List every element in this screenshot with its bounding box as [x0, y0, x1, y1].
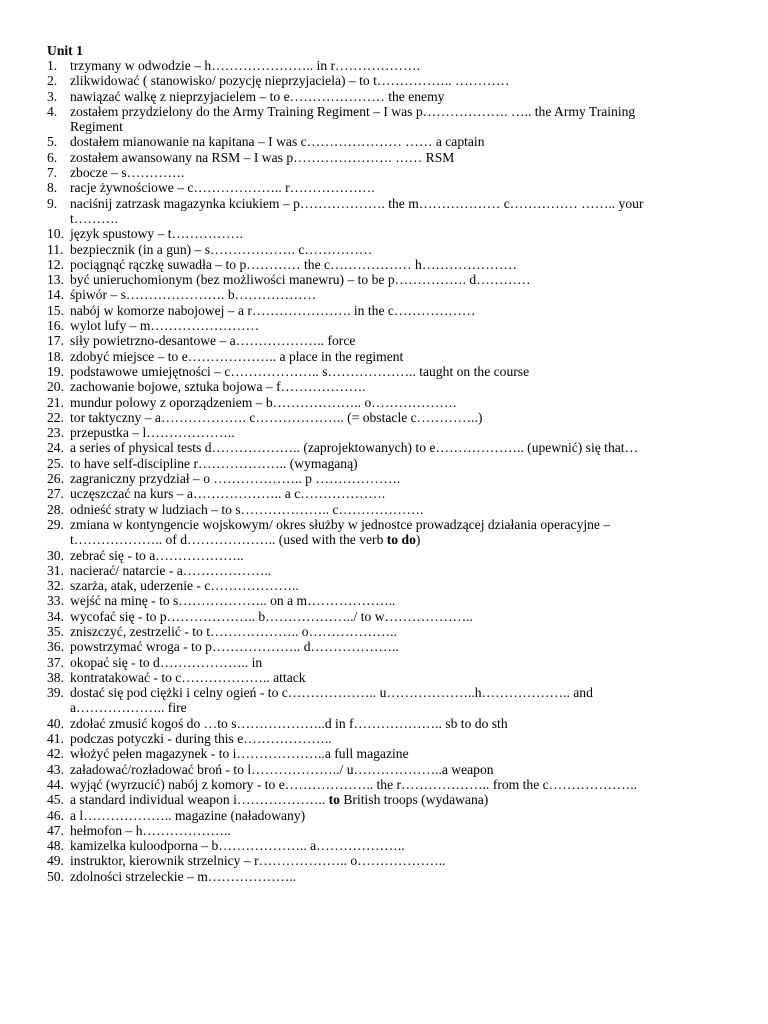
item-text: wycofać się - to p……………….. b………………../ to w………………..: [70, 608, 473, 624]
item-text: podstawowe umiejętności – c……………….. s……………….. taught on the course: [70, 363, 530, 379]
item-text: powstrzymać wroga - to p……………….. d………………..: [70, 639, 399, 655]
exercise-item: [0, 242, 690, 257]
item-text: zlikwidować ( stanowisko/ pozycję nieprzyjaciela) – to t…………….. …………: [70, 73, 510, 89]
item-number: 7.: [47, 165, 58, 181]
item-text: hełmofon – h………………..: [70, 822, 231, 838]
item-text: zostałem awansowany na RSM – I was p…………………. …… RSM: [70, 149, 455, 165]
item-number: 23.: [47, 425, 64, 441]
exercise-item: [0, 517, 690, 548]
item-number: 17.: [47, 333, 64, 349]
exercise-item: [0, 303, 690, 318]
item-text: kamizelka kuloodporna – b……………….. a………………..: [70, 838, 405, 854]
exercise-item: [0, 196, 690, 227]
item-number: 5.: [47, 134, 58, 150]
item-text: zostałem przydzielony do the Army Training Regiment – I was p………………. ….. the Army Training Regiment: [70, 103, 636, 135]
exercise-item: [0, 502, 690, 517]
item-text: a standard individual weapon i………………..: [70, 792, 329, 808]
item-number: 6.: [47, 149, 58, 165]
exercise-item: [0, 226, 690, 241]
item-bold-text: to: [328, 792, 340, 808]
item-text: wyjąć (wyrzucić) nabój z komory - to e……………….. the r……………….. from the c………………..: [70, 776, 638, 792]
exercise-item: [0, 746, 690, 761]
item-text: trzymany w odwodzie – h………………….. in r……………….: [70, 58, 420, 73]
exercise-item: [0, 379, 690, 394]
exercise-item: [0, 257, 690, 272]
item-text: zbocze – s………….: [70, 165, 185, 181]
item-number: 35.: [47, 623, 64, 639]
item-number: 43.: [47, 761, 64, 777]
exercise-item: [0, 731, 690, 746]
item-number: 33.: [47, 593, 64, 609]
item-number: 14.: [47, 287, 64, 303]
item-number: 24.: [47, 440, 64, 456]
item-text: bezpiecznik (in a gun) – s………………. c……………: [70, 241, 373, 257]
item-text: zdobyć miejsce – to e……………….. a place in the regiment: [70, 348, 404, 364]
item-text: śpiwór – s…………………. b………………: [70, 287, 317, 303]
exercise-item: [0, 639, 690, 654]
item-number: 13.: [47, 272, 64, 288]
item-number: 3.: [47, 88, 58, 104]
item-text: mundur polowy z oporządzeniem – b……………….. o……………….: [70, 394, 457, 410]
exercise-item: [0, 853, 690, 868]
item-text: instruktor, kierownik strzelnicy – r……………….. o………………..: [70, 853, 446, 869]
item-number: 21.: [47, 394, 64, 410]
item-number: 48.: [47, 838, 64, 854]
item-text: szarża, atak, uderzenie - c………………..: [70, 578, 299, 594]
exercise-item: [0, 134, 690, 149]
item-text: pociągnąć rączkę suwadła – to p………… the c……………… h…………………: [70, 256, 517, 272]
item-text: zmiana w kontyngencie wojskowym/ okres służby w jednostce prowadzącej działania operacyjne – t……………….. of d……………….. (used with the verb: [70, 516, 611, 548]
item-number: 9.: [47, 195, 58, 211]
exercise-item: [0, 838, 690, 853]
exercise-item: [0, 823, 690, 838]
item-number: 15.: [47, 302, 64, 318]
item-text: a l……………….. magazine (naładowany): [70, 807, 306, 823]
exercise-item: [0, 563, 690, 578]
item-text: przepustka – l………………..: [70, 425, 235, 441]
item-number: 46.: [47, 807, 64, 823]
item-number: 28.: [47, 501, 64, 517]
exercise-item: [0, 104, 690, 135]
exercise-item: [0, 685, 690, 716]
item-number: 8.: [47, 180, 58, 196]
item-text: wejść na minę - to s……………….. on a m………………..: [70, 593, 396, 609]
item-bold-text: to do: [386, 532, 416, 548]
item-text: tor taktyczny – a………………. c……………….. (= obstacle c…………..): [70, 409, 483, 425]
item-text: nabój w komorze nabojowej – a r…………………. in the c………………: [70, 302, 476, 318]
exercise-item: [0, 318, 690, 333]
item-text: być unieruchomionym (bez możliwości manewru) – to be p……………. d…………: [70, 272, 531, 288]
exercise-item: [0, 180, 690, 195]
exercise-item: [0, 58, 690, 73]
item-text: język spustowy – t…………….: [70, 226, 243, 242]
exercise-item: [0, 624, 690, 639]
item-text: wylot lufy – m……………………: [70, 318, 260, 334]
item-text: włożyć pełen magazynek - to i………………..a full magazine: [70, 746, 409, 762]
item-text: uczęszczać na kurs – a……………….. a c……………….: [70, 486, 386, 502]
item-number: 20.: [47, 379, 64, 395]
exercise-item: [0, 73, 690, 88]
exercise-item: [0, 349, 690, 364]
item-text: zniszczyć, zestrzelić - to t……………….. o………………..: [70, 623, 397, 639]
item-number: 30.: [47, 547, 64, 563]
item-number: 37.: [47, 654, 64, 670]
item-number: 22.: [47, 409, 64, 425]
item-number: 44.: [47, 776, 64, 792]
item-number: 26.: [47, 471, 64, 487]
item-number: 12.: [47, 256, 64, 272]
item-text: ): [415, 532, 421, 548]
item-text: zdolności strzeleckie – m………………..: [70, 868, 297, 884]
item-number: 36.: [47, 639, 64, 655]
item-text: załadować/rozładować broń - to l………………../ u………………..a weapon: [70, 761, 494, 777]
unit-title: Unit 1: [47, 43, 83, 58]
exercise-item: [0, 593, 690, 608]
item-number: 31.: [47, 562, 64, 578]
exercise-item: [0, 486, 690, 501]
item-number: 18.: [47, 348, 64, 364]
item-text: zdołać zmusić kogoś do …to s………………..d in f……………….. sb to do sth: [70, 715, 508, 731]
exercise-item: [0, 89, 690, 104]
item-text: dostałem mianowanie na kapitana – I was c………………… …… a captain: [70, 134, 485, 150]
exercise-item: [0, 670, 690, 685]
item-text: to have self-discipline r……………….. (wymaganą): [70, 455, 358, 471]
exercise-item: [0, 165, 690, 180]
exercise-item: [0, 395, 690, 410]
exercise-list: [0, 58, 768, 884]
exercise-item: [0, 578, 690, 593]
item-number: 29.: [47, 516, 64, 532]
exercise-item: [0, 287, 690, 302]
item-number: 42.: [47, 746, 64, 762]
item-number: 47.: [47, 822, 64, 838]
item-number: 16.: [47, 318, 64, 334]
exercise-item: [0, 609, 690, 624]
item-number: 38.: [47, 669, 64, 685]
item-text: odnieść straty w ludziach – to s……………….. c……………….: [70, 501, 424, 517]
exercise-item: [0, 869, 690, 884]
exercise-item: [0, 548, 690, 563]
exercise-item: [0, 762, 690, 777]
item-text: zagraniczny przydział – o ……………….. p ……………….: [70, 471, 401, 487]
item-text: dostać się pod ciężki i celny ogień - to c……………….. u………………..h……………….. and a……………….. fire: [70, 685, 593, 716]
exercise-item: [0, 410, 690, 425]
item-text: nawiązać walkę z nieprzyjacielem – to e………………… the enemy: [70, 88, 445, 104]
item-number: 2.: [47, 73, 58, 89]
item-text: okopać się - to d……………….. in: [70, 654, 263, 670]
item-text: siły powietrzno-desantowe – a……………….. force: [70, 333, 356, 349]
exercise-item: [0, 440, 690, 455]
item-number: 27.: [47, 486, 64, 502]
exercise-item: [0, 792, 690, 807]
item-text: nacierać/ natarcie - a………………..: [70, 562, 272, 578]
item-number: 40.: [47, 715, 64, 731]
exercise-item: [0, 808, 690, 823]
item-number: 39.: [47, 685, 64, 701]
item-number: 45.: [47, 792, 64, 808]
exercise-item: [0, 272, 690, 287]
exercise-item: [0, 456, 690, 471]
item-number: 1.: [47, 58, 58, 73]
item-number: 4.: [47, 103, 58, 119]
item-number: 25.: [47, 455, 64, 471]
exercise-item: [0, 655, 690, 670]
exercise-item: [0, 471, 690, 486]
exercise-item: [0, 150, 690, 165]
item-number: 49.: [47, 853, 64, 869]
item-text: a series of physical tests d……………….. (zaprojektowanych) to e……………….. (upewnić) się that…: [70, 440, 639, 456]
item-text: British troops (wydawana): [339, 792, 489, 808]
exercise-item: [0, 777, 690, 792]
item-text: kontratakować - to c……………….. attack: [70, 669, 306, 685]
exercise-item: [0, 425, 690, 440]
item-number: 50.: [47, 868, 64, 884]
item-text: podczas potyczki - during this e………………..: [70, 731, 332, 747]
item-number: 11.: [47, 241, 64, 257]
exercise-item: [0, 364, 690, 379]
item-text: naciśnij zatrzask magazynka kciukiem – p………………. the m……………… c…………… …….. your t……….: [70, 195, 644, 226]
exercise-item: [0, 333, 690, 348]
item-number: 19.: [47, 363, 64, 379]
item-text: racje żywnościowe – c……………….. r……………….: [70, 180, 375, 196]
item-number: 10.: [47, 226, 64, 242]
item-text: zebrać się - to a………………..: [70, 547, 244, 563]
exercise-item: [0, 716, 690, 731]
item-number: 32.: [47, 578, 64, 594]
item-number: 34.: [47, 608, 64, 624]
item-text: zachowanie bojowe, sztuka bojowa – f……………….: [70, 379, 366, 395]
item-number: 41.: [47, 731, 64, 747]
